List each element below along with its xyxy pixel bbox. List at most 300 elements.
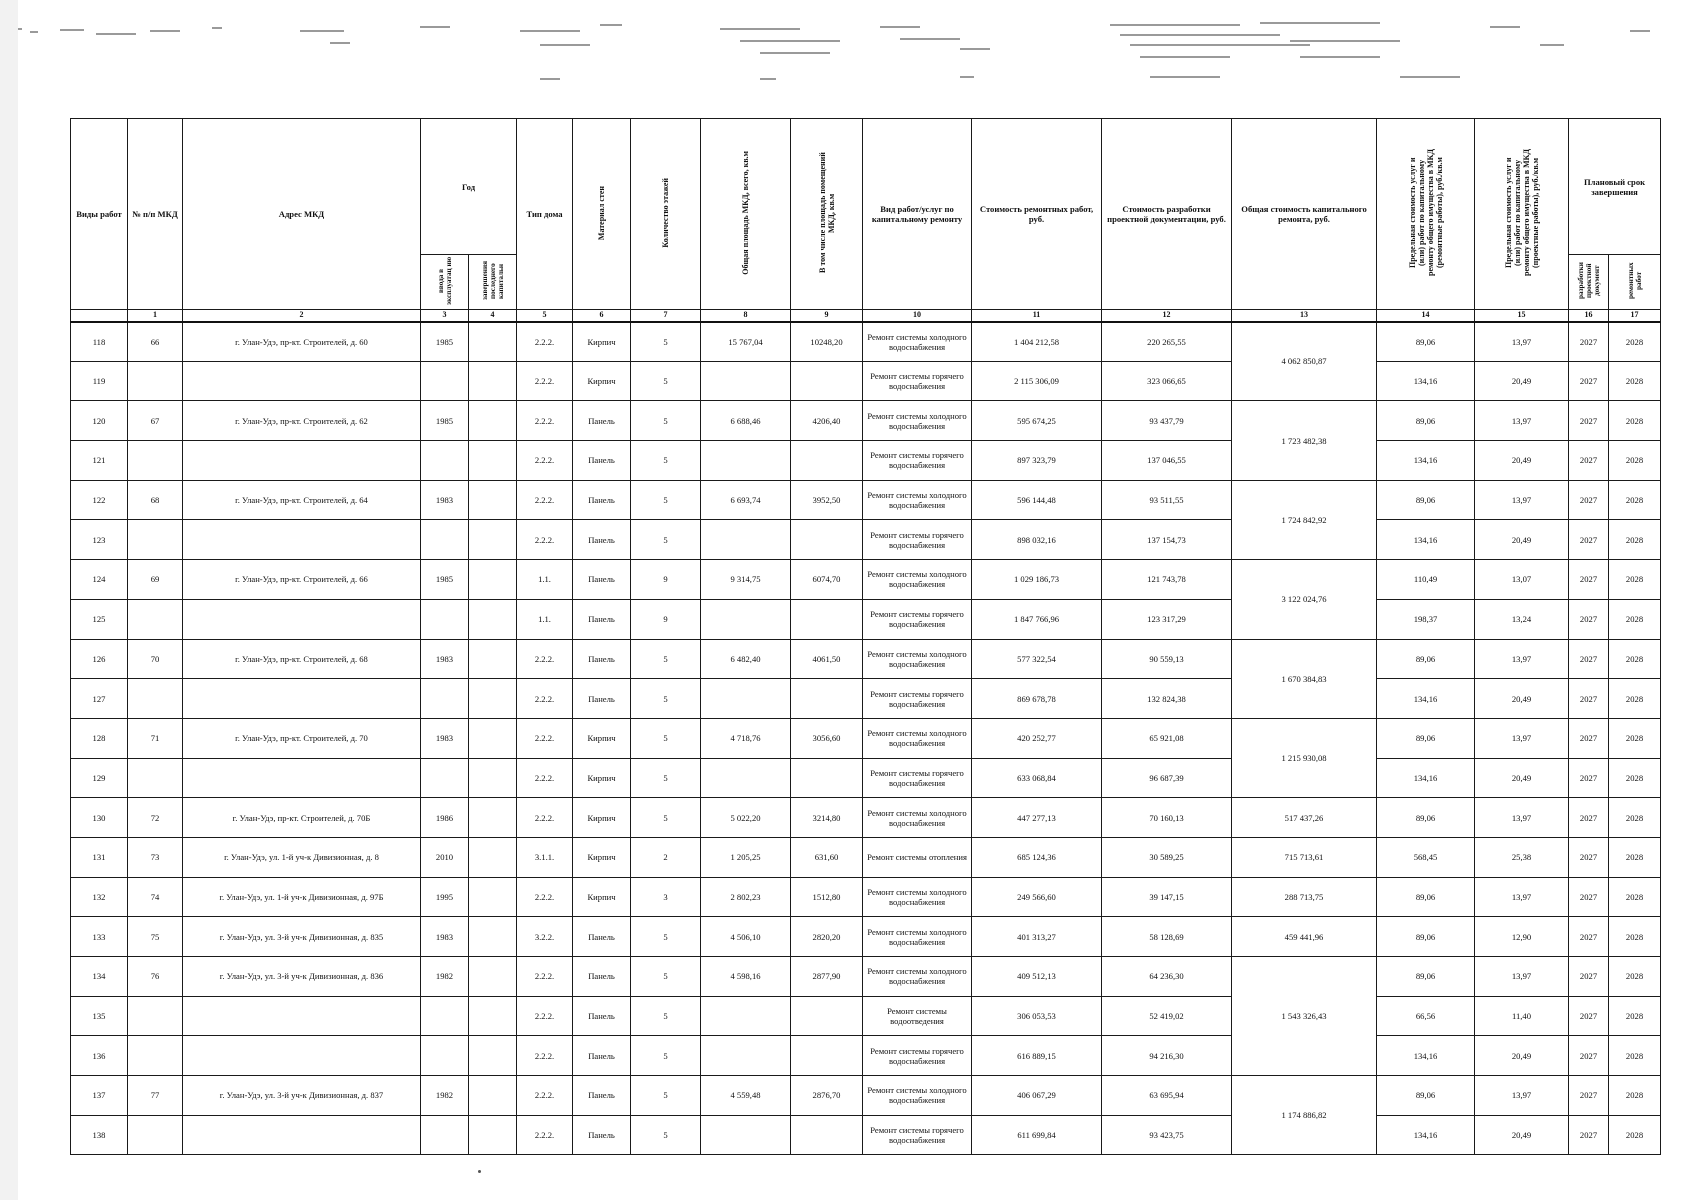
cell-wall-material: Панель xyxy=(573,917,631,957)
cell-row-number: 138 xyxy=(71,1115,128,1155)
cell-house-type: 1.1. xyxy=(517,599,573,639)
cell-year-commission: 1983 xyxy=(421,917,469,957)
cell-limit-design: 13,97 xyxy=(1475,639,1569,679)
cell-deadline-design: 2027 xyxy=(1569,599,1609,639)
cell-work-kind: Ремонт системы отопления xyxy=(863,837,972,877)
column-number-row xyxy=(71,310,1661,322)
cell-row-number: 122 xyxy=(71,480,128,520)
cell-floors: 5 xyxy=(631,758,701,798)
cell-mkd-number: 68 xyxy=(128,480,183,520)
cell-repair-cost: 1 404 212,58 xyxy=(972,322,1102,362)
cell-limit-repair: 89,06 xyxy=(1377,480,1475,520)
cell-work-kind: Ремонт системы горячего водоснабжения xyxy=(863,520,972,560)
cell-mkd-number xyxy=(128,599,183,639)
cell-premises-area: 4206,40 xyxy=(791,401,863,441)
cell-limit-repair: 134,16 xyxy=(1377,1115,1475,1155)
cell-deadline-design: 2027 xyxy=(1569,361,1609,401)
cell-repair-cost: 447 277,13 xyxy=(972,798,1102,838)
cell-deadline-repair: 2028 xyxy=(1609,480,1661,520)
cell-design-cost: 132 824,38 xyxy=(1102,679,1232,719)
cell-floors: 5 xyxy=(631,957,701,997)
cell-deadline-design: 2027 xyxy=(1569,877,1609,917)
cell-mkd-number xyxy=(128,1115,183,1155)
cell-limit-design: 13,97 xyxy=(1475,401,1569,441)
column-number: 16 xyxy=(1569,310,1609,322)
cell-premises-area: 10248,20 xyxy=(791,322,863,362)
header-deadline: Плановый срок завершения xyxy=(1569,119,1661,255)
header-work-type: Виды работ xyxy=(71,119,128,310)
cell-premises-area xyxy=(791,520,863,560)
cell-wall-material: Панель xyxy=(573,1115,631,1155)
cell-row-number: 130 xyxy=(71,798,128,838)
cell-total-area xyxy=(701,599,791,639)
cell-year-commission: 1985 xyxy=(421,401,469,441)
cell-house-type: 2.2.2. xyxy=(517,322,573,362)
cell-total-cost: 1 670 384,83 xyxy=(1232,639,1377,718)
table-row xyxy=(71,917,1661,957)
cell-premises-area xyxy=(791,758,863,798)
table-row xyxy=(71,520,1661,560)
cell-repair-cost: 595 674,25 xyxy=(972,401,1102,441)
cell-premises-area: 1512,80 xyxy=(791,877,863,917)
cell-premises-area: 3056,60 xyxy=(791,718,863,758)
cell-total-area: 4 598,16 xyxy=(701,957,791,997)
cell-deadline-design: 2027 xyxy=(1569,401,1609,441)
cell-repair-cost: 1 029 186,73 xyxy=(972,560,1102,600)
scan-header-noise xyxy=(0,0,1698,105)
cell-total-cost: 1 724 842,92 xyxy=(1232,480,1377,559)
cell-deadline-design: 2027 xyxy=(1569,917,1609,957)
cell-limit-repair: 89,06 xyxy=(1377,1076,1475,1116)
column-number: 1 xyxy=(128,310,183,322)
cell-year-last-repair xyxy=(469,599,517,639)
cell-design-cost: 121 743,78 xyxy=(1102,560,1232,600)
cell-total-area xyxy=(701,520,791,560)
cell-mkd-number xyxy=(128,441,183,481)
cell-row-number: 137 xyxy=(71,1076,128,1116)
cell-mkd-number: 73 xyxy=(128,837,183,877)
table-row xyxy=(71,718,1661,758)
column-number: 4 xyxy=(469,310,517,322)
header-repair-cost: Стоимость ремонтных работ, руб. xyxy=(972,119,1102,310)
cell-mkd-number xyxy=(128,758,183,798)
cell-deadline-repair: 2028 xyxy=(1609,798,1661,838)
cell-floors: 5 xyxy=(631,480,701,520)
column-number: 13 xyxy=(1232,310,1377,322)
cell-deadline-repair: 2028 xyxy=(1609,718,1661,758)
cell-total-cost: 1 215 930,08 xyxy=(1232,718,1377,797)
cell-row-number: 131 xyxy=(71,837,128,877)
cell-work-kind: Ремонт системы водоотведения xyxy=(863,996,972,1036)
cell-year-last-repair xyxy=(469,996,517,1036)
cell-premises-area: 631,60 xyxy=(791,837,863,877)
cell-design-cost: 93 437,79 xyxy=(1102,401,1232,441)
cell-row-number: 125 xyxy=(71,599,128,639)
cell-repair-cost: 406 067,29 xyxy=(972,1076,1102,1116)
column-number: 7 xyxy=(631,310,701,322)
cell-deadline-design: 2027 xyxy=(1569,718,1609,758)
cell-house-type: 1.1. xyxy=(517,560,573,600)
cell-floors: 5 xyxy=(631,1115,701,1155)
cell-limit-repair: 134,16 xyxy=(1377,679,1475,719)
cell-wall-material: Панель xyxy=(573,560,631,600)
cell-house-type: 2.2.2. xyxy=(517,1076,573,1116)
cell-mkd-number xyxy=(128,520,183,560)
cell-total-cost: 715 713,61 xyxy=(1232,837,1377,877)
cell-premises-area: 4061,50 xyxy=(791,639,863,679)
header-design-cost: Стоимость разработки проектной документации, руб. xyxy=(1102,119,1232,310)
cell-year-commission: 1986 xyxy=(421,798,469,838)
cell-house-type: 3.1.1. xyxy=(517,837,573,877)
cell-limit-repair: 134,16 xyxy=(1377,361,1475,401)
cell-total-area: 1 205,25 xyxy=(701,837,791,877)
cell-floors: 5 xyxy=(631,520,701,560)
column-number: 11 xyxy=(972,310,1102,322)
cell-total-cost: 4 062 850,87 xyxy=(1232,322,1377,401)
table-row xyxy=(71,996,1661,1036)
cell-repair-cost: 2 115 306,09 xyxy=(972,361,1102,401)
cell-work-kind: Ремонт системы холодного водоснабжения xyxy=(863,1076,972,1116)
cell-design-cost: 137 154,73 xyxy=(1102,520,1232,560)
cell-year-commission xyxy=(421,441,469,481)
cell-limit-design: 13,97 xyxy=(1475,877,1569,917)
cell-repair-cost: 577 322,54 xyxy=(972,639,1102,679)
cell-year-commission: 1982 xyxy=(421,957,469,997)
cell-limit-design: 13,97 xyxy=(1475,957,1569,997)
cell-deadline-design: 2027 xyxy=(1569,798,1609,838)
table-body xyxy=(71,322,1661,1155)
cell-limit-repair: 89,06 xyxy=(1377,639,1475,679)
cell-work-kind: Ремонт системы холодного водоснабжения xyxy=(863,560,972,600)
cell-deadline-repair: 2028 xyxy=(1609,361,1661,401)
cell-wall-material: Кирпич xyxy=(573,837,631,877)
header-address: Адрес МКД xyxy=(183,119,421,310)
cell-house-type: 2.2.2. xyxy=(517,798,573,838)
cell-repair-cost: 401 313,27 xyxy=(972,917,1102,957)
table-row xyxy=(71,798,1661,838)
cell-row-number: 129 xyxy=(71,758,128,798)
cell-floors: 5 xyxy=(631,322,701,362)
cell-deadline-design: 2027 xyxy=(1569,957,1609,997)
column-number: 3 xyxy=(421,310,469,322)
header-wall-material-text: Материал стен xyxy=(597,185,607,241)
cell-total-cost: 3 122 024,76 xyxy=(1232,560,1377,639)
cell-design-cost: 93 511,55 xyxy=(1102,480,1232,520)
cell-address: г. Улан-Удэ, пр-кт. Строителей, д. 70 xyxy=(183,718,421,758)
cell-limit-repair: 89,06 xyxy=(1377,322,1475,362)
header-deadline-design-text: разработки проектной документ xyxy=(1576,262,1601,300)
header-year-commission-text: ввода в эксплуатац ию xyxy=(436,256,453,306)
cell-row-number: 135 xyxy=(71,996,128,1036)
cell-deadline-design: 2027 xyxy=(1569,1036,1609,1076)
cell-work-kind: Ремонт системы холодного водоснабжения xyxy=(863,639,972,679)
cell-address xyxy=(183,361,421,401)
cell-year-last-repair xyxy=(469,758,517,798)
cell-house-type: 2.2.2. xyxy=(517,718,573,758)
table-row xyxy=(71,679,1661,719)
cell-house-type: 2.2.2. xyxy=(517,758,573,798)
cell-work-kind: Ремонт системы горячего водоснабжения xyxy=(863,361,972,401)
column-number: 9 xyxy=(791,310,863,322)
cell-limit-repair: 134,16 xyxy=(1377,1036,1475,1076)
cell-deadline-design: 2027 xyxy=(1569,441,1609,481)
cell-limit-repair: 134,16 xyxy=(1377,441,1475,481)
table-row xyxy=(71,599,1661,639)
cell-address: г. Улан-Удэ, пр-кт. Строителей, д. 68 xyxy=(183,639,421,679)
cell-limit-design: 13,97 xyxy=(1475,718,1569,758)
cell-mkd-number: 72 xyxy=(128,798,183,838)
cell-wall-material: Панель xyxy=(573,599,631,639)
header-deadline-repair xyxy=(1609,255,1661,310)
cell-mkd-number: 77 xyxy=(128,1076,183,1116)
header-limit-repair-text: Предельная стоимость услуг и (или) работ по капитальному ремонту общего имущества в МКД (ремонтные работы), руб./кв.м xyxy=(1407,149,1444,277)
cell-deadline-repair: 2028 xyxy=(1609,957,1661,997)
cell-house-type: 2.2.2. xyxy=(517,996,573,1036)
cell-year-commission: 1983 xyxy=(421,480,469,520)
cell-deadline-repair: 2028 xyxy=(1609,441,1661,481)
cell-row-number: 121 xyxy=(71,441,128,481)
cell-premises-area: 3952,50 xyxy=(791,480,863,520)
cell-house-type: 2.2.2. xyxy=(517,877,573,917)
cell-house-type: 2.2.2. xyxy=(517,639,573,679)
cell-repair-cost: 898 032,16 xyxy=(972,520,1102,560)
column-number: 10 xyxy=(863,310,972,322)
cell-wall-material: Кирпич xyxy=(573,758,631,798)
cell-floors: 5 xyxy=(631,679,701,719)
cell-address xyxy=(183,441,421,481)
cell-total-cost: 1 543 326,43 xyxy=(1232,957,1377,1076)
cell-year-last-repair xyxy=(469,877,517,917)
cell-limit-repair: 66,56 xyxy=(1377,996,1475,1036)
cell-total-area: 5 022,20 xyxy=(701,798,791,838)
cell-deadline-design: 2027 xyxy=(1569,1076,1609,1116)
cell-premises-area: 2820,20 xyxy=(791,917,863,957)
cell-address xyxy=(183,758,421,798)
cell-house-type: 2.2.2. xyxy=(517,520,573,560)
cell-house-type: 2.2.2. xyxy=(517,480,573,520)
cell-total-area: 4 718,76 xyxy=(701,718,791,758)
cell-limit-design: 25,38 xyxy=(1475,837,1569,877)
cell-premises-area: 3214,80 xyxy=(791,798,863,838)
table-row xyxy=(71,1076,1661,1116)
cell-total-area: 9 314,75 xyxy=(701,560,791,600)
cell-floors: 5 xyxy=(631,917,701,957)
table-row xyxy=(71,361,1661,401)
cell-design-cost: 137 046,55 xyxy=(1102,441,1232,481)
cell-limit-repair: 89,06 xyxy=(1377,401,1475,441)
cell-total-area xyxy=(701,758,791,798)
cell-deadline-design: 2027 xyxy=(1569,639,1609,679)
cell-year-last-repair xyxy=(469,520,517,560)
cell-premises-area xyxy=(791,1115,863,1155)
cell-work-kind: Ремонт системы горячего водоснабжения xyxy=(863,758,972,798)
cell-wall-material: Панель xyxy=(573,1036,631,1076)
cell-house-type: 2.2.2. xyxy=(517,1036,573,1076)
cell-design-cost: 90 559,13 xyxy=(1102,639,1232,679)
cell-year-last-repair xyxy=(469,639,517,679)
table-row xyxy=(71,1036,1661,1076)
cell-house-type: 2.2.2. xyxy=(517,1115,573,1155)
cell-total-area xyxy=(701,679,791,719)
cell-limit-repair: 198,37 xyxy=(1377,599,1475,639)
cell-limit-repair: 89,06 xyxy=(1377,798,1475,838)
cell-floors: 5 xyxy=(631,361,701,401)
cell-house-type: 2.2.2. xyxy=(517,361,573,401)
cell-total-area: 4 506,10 xyxy=(701,917,791,957)
cell-work-kind: Ремонт системы горячего водоснабжения xyxy=(863,599,972,639)
cell-row-number: 132 xyxy=(71,877,128,917)
cell-limit-design: 20,49 xyxy=(1475,679,1569,719)
table-row xyxy=(71,401,1661,441)
cell-deadline-design: 2027 xyxy=(1569,758,1609,798)
header-floors xyxy=(631,119,701,310)
cell-house-type: 2.2.2. xyxy=(517,957,573,997)
table-row xyxy=(71,560,1661,600)
cell-floors: 3 xyxy=(631,877,701,917)
cell-floors: 5 xyxy=(631,401,701,441)
cell-year-commission xyxy=(421,996,469,1036)
cell-wall-material: Кирпич xyxy=(573,877,631,917)
header-year-last-repair-text: завершения последнего капитальн xyxy=(480,261,505,301)
cell-mkd-number: 69 xyxy=(128,560,183,600)
cell-repair-cost: 1 847 766,96 xyxy=(972,599,1102,639)
cell-wall-material: Кирпич xyxy=(573,718,631,758)
table-row xyxy=(71,877,1661,917)
cell-deadline-repair: 2028 xyxy=(1609,1036,1661,1076)
header-premises-area-text: В том числе площадь помещений МКД, кв.м xyxy=(817,152,836,274)
cell-limit-repair: 89,06 xyxy=(1377,877,1475,917)
cell-design-cost: 323 066,65 xyxy=(1102,361,1232,401)
cell-year-commission: 1985 xyxy=(421,560,469,600)
cell-limit-repair: 110,49 xyxy=(1377,560,1475,600)
cell-floors: 9 xyxy=(631,560,701,600)
cell-deadline-repair: 2028 xyxy=(1609,1115,1661,1155)
cell-wall-material: Кирпич xyxy=(573,798,631,838)
cell-address xyxy=(183,996,421,1036)
cell-work-kind: Ремонт системы горячего водоснабжения xyxy=(863,1115,972,1155)
table-row xyxy=(71,758,1661,798)
cell-limit-design: 20,49 xyxy=(1475,361,1569,401)
cell-mkd-number xyxy=(128,1036,183,1076)
cell-year-commission: 1995 xyxy=(421,877,469,917)
cell-deadline-repair: 2028 xyxy=(1609,758,1661,798)
cell-premises-area xyxy=(791,599,863,639)
cell-year-commission: 1985 xyxy=(421,322,469,362)
column-number: 8 xyxy=(701,310,791,322)
cell-total-area xyxy=(701,441,791,481)
cell-floors: 5 xyxy=(631,1076,701,1116)
cell-limit-design: 20,49 xyxy=(1475,1036,1569,1076)
cell-limit-design: 13,97 xyxy=(1475,322,1569,362)
header-limit-repair xyxy=(1377,119,1475,310)
cell-mkd-number: 71 xyxy=(128,718,183,758)
header-total-area xyxy=(701,119,791,310)
cell-year-commission: 2010 xyxy=(421,837,469,877)
cell-design-cost: 96 687,39 xyxy=(1102,758,1232,798)
cell-year-commission xyxy=(421,520,469,560)
cell-total-area: 6 693,74 xyxy=(701,480,791,520)
cell-mkd-number: 66 xyxy=(128,322,183,362)
cell-work-kind: Ремонт системы холодного водоснабжения xyxy=(863,877,972,917)
cell-year-last-repair xyxy=(469,480,517,520)
cell-year-commission xyxy=(421,758,469,798)
cell-row-number: 123 xyxy=(71,520,128,560)
cell-premises-area xyxy=(791,996,863,1036)
cell-work-kind: Ремонт системы холодного водоснабжения xyxy=(863,917,972,957)
cell-premises-area xyxy=(791,361,863,401)
cell-deadline-repair: 2028 xyxy=(1609,679,1661,719)
header-house-type: Тип дома xyxy=(517,119,573,310)
header-wall-material xyxy=(573,119,631,310)
cell-deadline-design: 2027 xyxy=(1569,837,1609,877)
cell-deadline-repair: 2028 xyxy=(1609,996,1661,1036)
cell-limit-design: 12,90 xyxy=(1475,917,1569,957)
cell-year-commission: 1983 xyxy=(421,639,469,679)
cell-total-cost: 1 723 482,38 xyxy=(1232,401,1377,480)
cell-address: г. Улан-Удэ, ул. 3-й уч-к Дивизионная, д. 837 xyxy=(183,1076,421,1116)
cell-limit-design: 13,97 xyxy=(1475,1076,1569,1116)
header-row-main xyxy=(71,119,1661,255)
cell-wall-material: Кирпич xyxy=(573,322,631,362)
cell-design-cost: 52 419,02 xyxy=(1102,996,1232,1036)
cell-limit-design: 20,49 xyxy=(1475,758,1569,798)
cell-limit-design: 13,97 xyxy=(1475,480,1569,520)
cell-repair-cost: 409 512,13 xyxy=(972,957,1102,997)
cell-address: г. Улан-Удэ, пр-кт. Строителей, д. 64 xyxy=(183,480,421,520)
cell-mkd-number: 76 xyxy=(128,957,183,997)
cell-wall-material: Панель xyxy=(573,441,631,481)
table-row xyxy=(71,480,1661,520)
cell-design-cost: 123 317,29 xyxy=(1102,599,1232,639)
cell-row-number: 127 xyxy=(71,679,128,719)
cell-year-last-repair xyxy=(469,798,517,838)
cell-year-last-repair xyxy=(469,679,517,719)
cell-design-cost: 63 695,94 xyxy=(1102,1076,1232,1116)
cell-deadline-repair: 2028 xyxy=(1609,837,1661,877)
scan-speck xyxy=(478,1170,481,1173)
cell-wall-material: Панель xyxy=(573,401,631,441)
header-total-cost: Общая стоимость капитального ремонта, руб. xyxy=(1232,119,1377,310)
cell-total-area xyxy=(701,1115,791,1155)
cell-deadline-repair: 2028 xyxy=(1609,917,1661,957)
cell-design-cost: 70 160,13 xyxy=(1102,798,1232,838)
cell-address: г. Улан-Удэ, ул. 3-й уч-к Дивизионная, д. 835 xyxy=(183,917,421,957)
cell-repair-cost: 616 889,15 xyxy=(972,1036,1102,1076)
cell-wall-material: Панель xyxy=(573,520,631,560)
cell-deadline-repair: 2028 xyxy=(1609,877,1661,917)
cell-total-cost: 288 713,75 xyxy=(1232,877,1377,917)
cell-deadline-design: 2027 xyxy=(1569,520,1609,560)
cell-deadline-repair: 2028 xyxy=(1609,322,1661,362)
cell-design-cost: 64 236,30 xyxy=(1102,957,1232,997)
header-total-area-text: Общая площадь МКД, всего, кв.м xyxy=(741,151,751,275)
cell-premises-area xyxy=(791,679,863,719)
cell-address xyxy=(183,1036,421,1076)
cell-mkd-number xyxy=(128,996,183,1036)
header-floors-text: Количество этажей xyxy=(661,178,671,248)
cell-floors: 2 xyxy=(631,837,701,877)
cell-total-area xyxy=(701,361,791,401)
cell-mkd-number: 67 xyxy=(128,401,183,441)
cell-floors: 5 xyxy=(631,639,701,679)
header-limit-design xyxy=(1475,119,1569,310)
cell-deadline-repair: 2028 xyxy=(1609,639,1661,679)
cell-work-kind: Ремонт системы горячего водоснабжения xyxy=(863,1036,972,1076)
cell-mkd-number: 75 xyxy=(128,917,183,957)
header-premises-area xyxy=(791,119,863,310)
cell-row-number: 124 xyxy=(71,560,128,600)
cell-deadline-design: 2027 xyxy=(1569,322,1609,362)
